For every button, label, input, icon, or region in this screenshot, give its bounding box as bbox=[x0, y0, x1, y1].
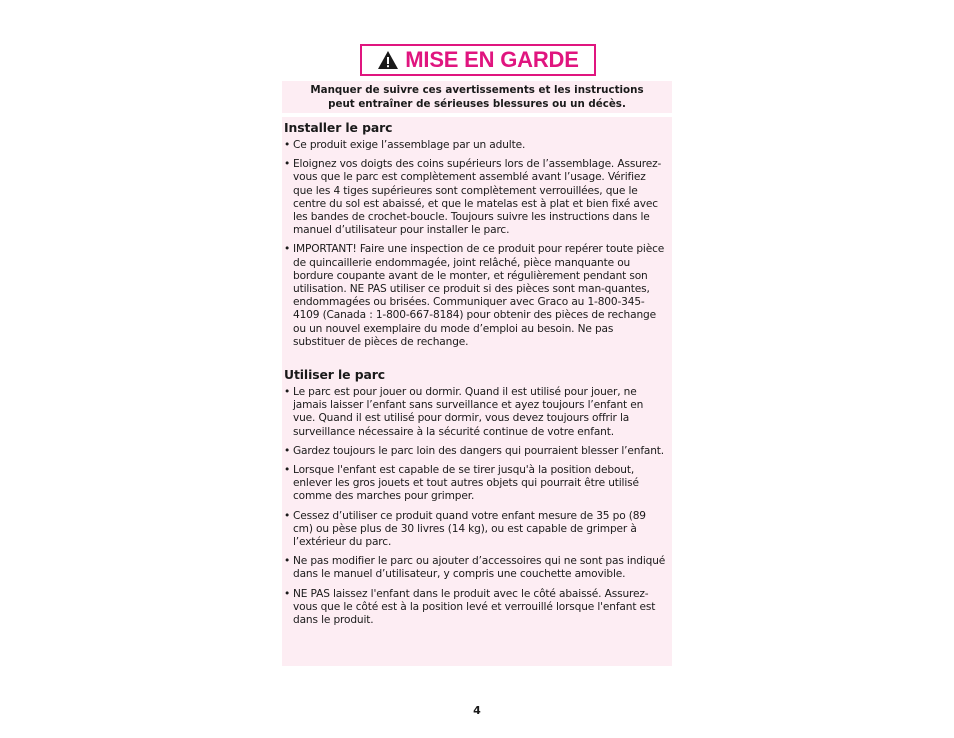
intro-warning-box bbox=[282, 81, 672, 113]
warning-title: MISE EN GARDE bbox=[405, 47, 579, 72]
list-item: • Le parc est pour jouer ou dormir. Quand il est utilisé pour jouer, ne jamais laisser l’enfant sans surveillance et ayez toujours l’enfant en vue. Quand il est utilisé pour dormir, vous devez toujours offrir la surveillance nécessaire à la sécurité continue de votre enfant. bbox=[284, 386, 667, 439]
intro-line-2: peut entraîner de sérieuses blessures ou un décès. bbox=[328, 98, 626, 110]
section-title-installer: Installer le parc bbox=[284, 120, 393, 135]
list-item: • IMPORTANT! Faire une inspection de ce produit pour repérer toute pièce de quincaillerie endommagée, joint relâché, pièce manquante ou bordure coupante avant de le monter, et régulièrement pendant son utilisation. NE PAS utiliser ce produit si des pièces sont man-quantes, endommagées ou brisées. Communiquer avec Graco au 1-800-345-4109 (Canada : 1-800-667-8184) pour obtenir des pièces de rechange ou un nouvel exemplaire du mode d’emploi au besoin. Ne pas substituer de pièces de rechange. bbox=[284, 243, 667, 349]
list-item: • Ce produit exige l’assemblage par un adulte. bbox=[284, 139, 667, 152]
section-title-utiliser: Utiliser le parc bbox=[284, 367, 385, 383]
list-item: • Eloignez vos doigts des coins supérieurs lors de l’assemblage. Assurez-vous que le parc est complètement assemblé avant l’usage. Vérifiez que les 4 tiges supérieures sont complètement verrouillées, que le centre du sol est abaissé, et que le matelas est à plat et bien fixé avec les bandes de crochet-boucle. Toujours suivre les instructions dans le manuel d’utilisateur pour installer le parc. bbox=[284, 158, 667, 237]
page-number: 4 bbox=[473, 704, 481, 717]
instructions-box bbox=[282, 117, 672, 666]
warning-header bbox=[360, 44, 596, 76]
list-item: • Cessez d’utiliser ce produit quand votre enfant mesure de 35 po (89 cm) ou pèse plus de 30 livres (14 kg), ou est capable de grimper à l’extérieur du parc. bbox=[284, 510, 667, 550]
warning-triangle-icon bbox=[377, 50, 399, 70]
intro-line-1: Manquer de suivre ces avertissements et les instructions bbox=[310, 84, 644, 96]
list-item: • Gardez toujours le parc loin des dangers qui pourraient blesser l’enfant. bbox=[284, 445, 667, 458]
list-item: • NE PAS laissez l'enfant dans le produit avec le côté abaissé. Assurez-vous que le côté est à la position levé et verrouillé lorsque l'enfant est dans le produit. bbox=[284, 588, 667, 628]
utiliser-list bbox=[284, 386, 667, 627]
list-item: • Ne pas modifier le parc ou ajouter d’accessoires qui ne sont pas indiqué dans le manuel d’utilisateur, y compris une couchette amovible. bbox=[284, 555, 667, 581]
installer-list bbox=[284, 139, 667, 349]
list-item: • Lorsque l'enfant est capable de se tirer jusqu'à la position debout, enlever les gros jouets et tout autres objets qui pourrait être utilisé comme des marches pour grimper. bbox=[284, 464, 667, 504]
